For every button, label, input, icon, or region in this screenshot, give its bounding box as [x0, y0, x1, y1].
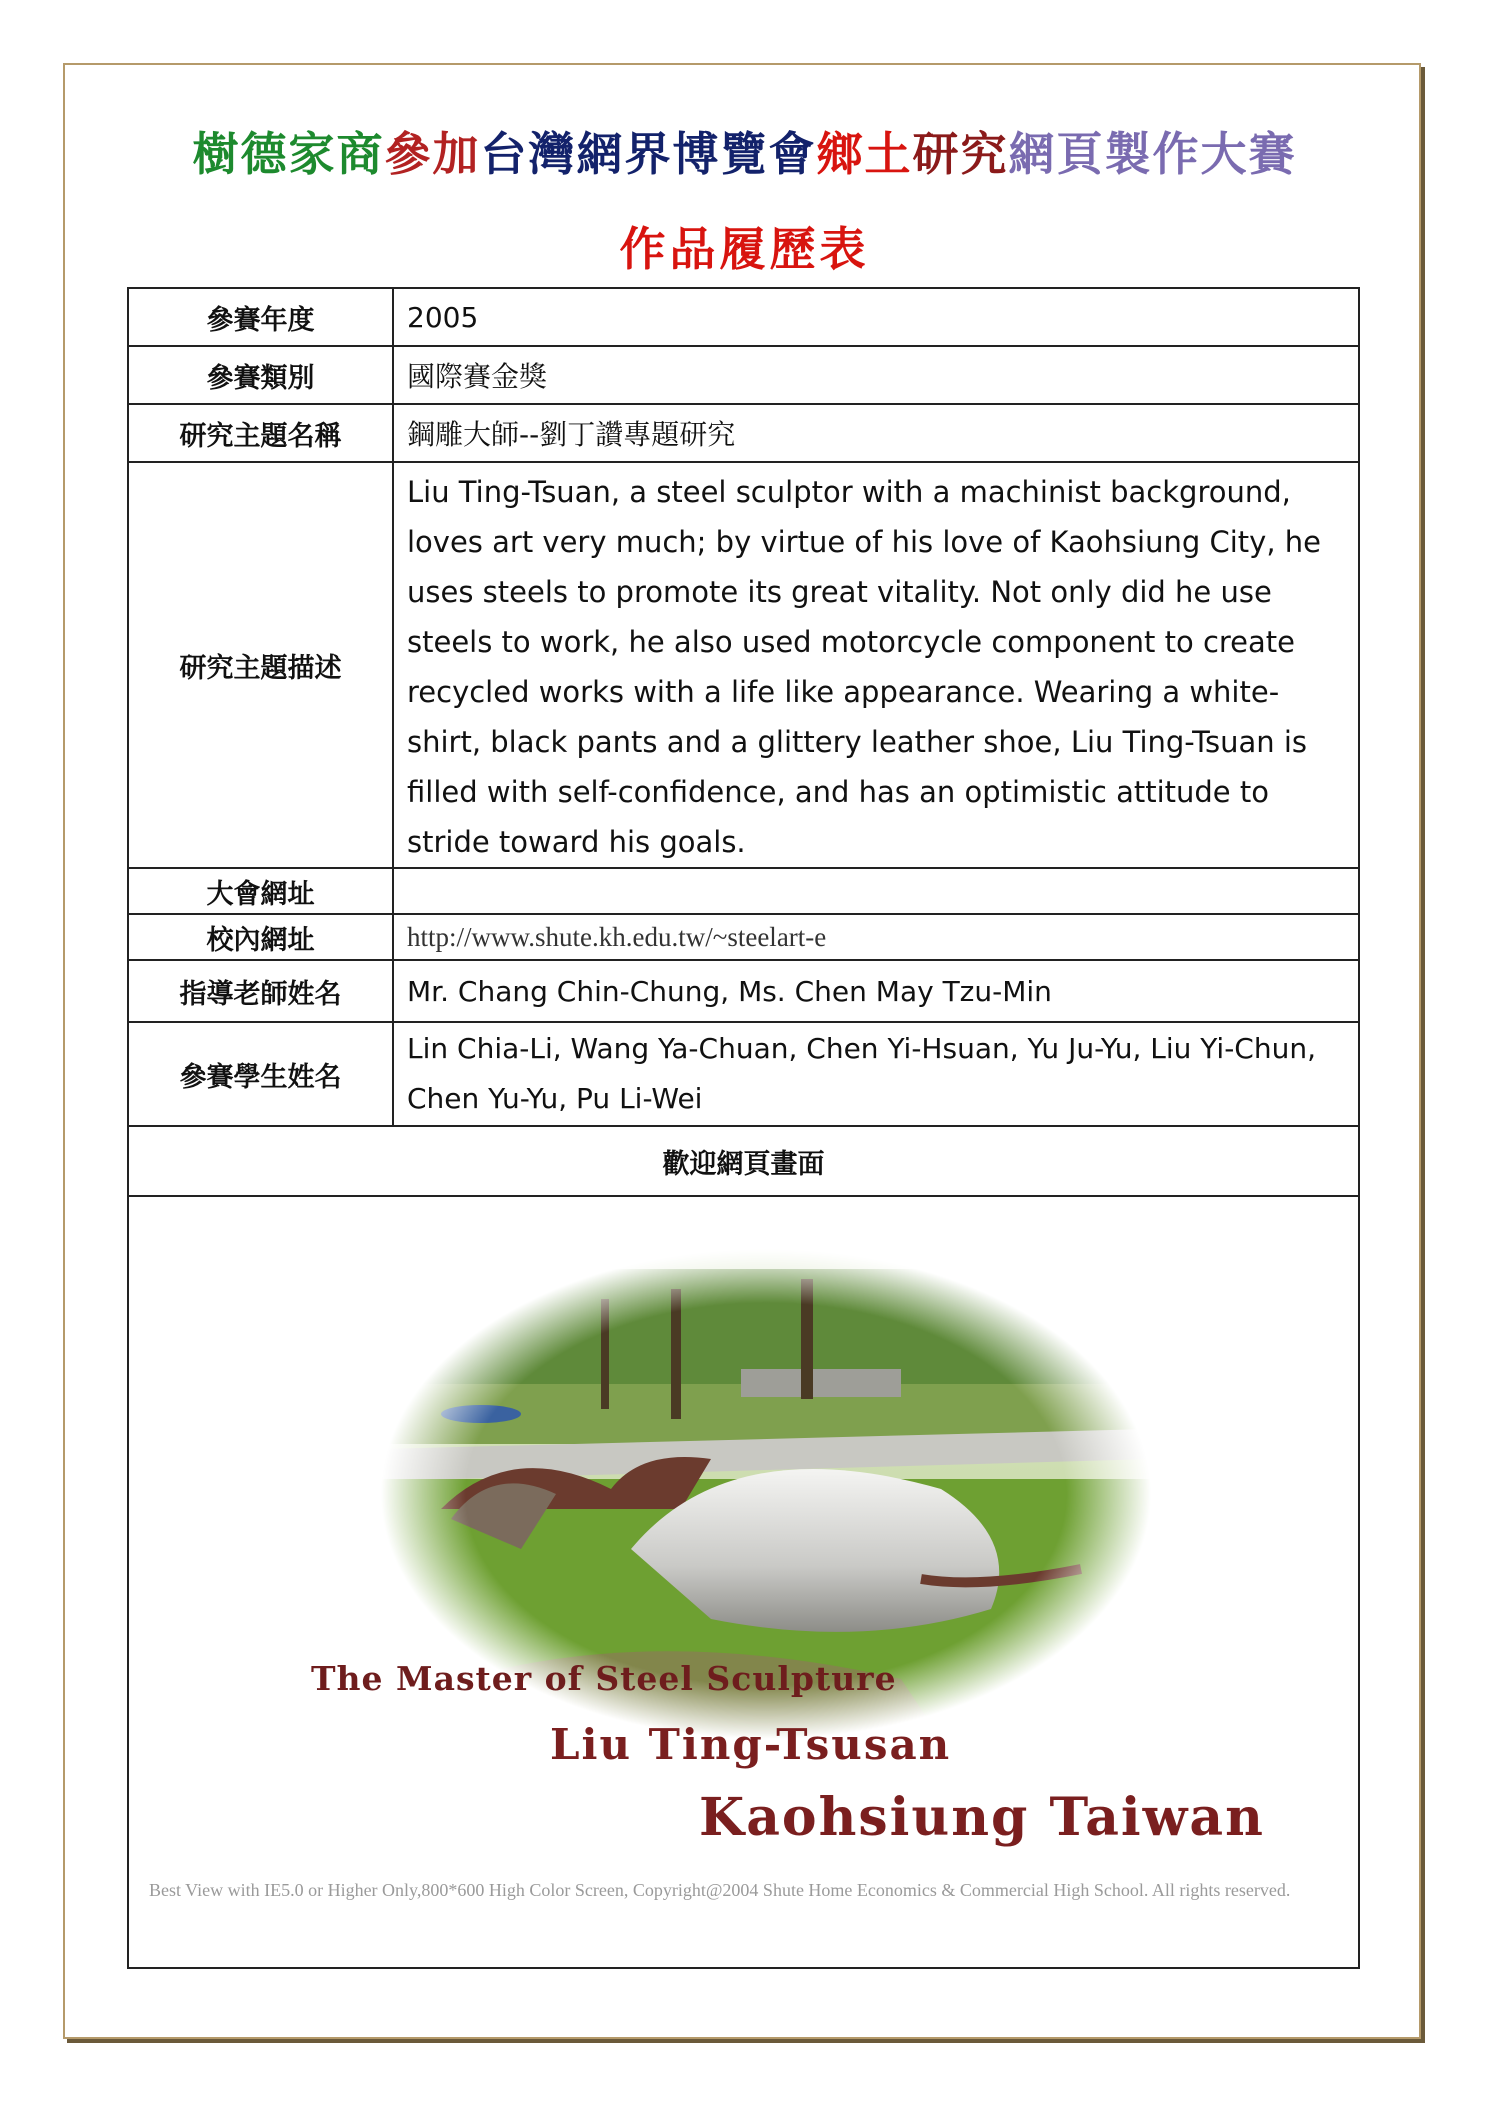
school-url-label: 校內網址 [128, 914, 393, 960]
teacher-value: Mr. Chang Chin-Chung, Ms. Chen May Tzu-Min [393, 960, 1359, 1022]
year-label: 參賽年度 [128, 288, 393, 346]
table-row [128, 1196, 1359, 1968]
teacher-label: 指導老師姓名 [128, 960, 393, 1022]
table-row [128, 868, 1359, 914]
table-row [128, 1022, 1359, 1126]
title-segment: 樹德家商 [192, 127, 385, 181]
description-value: Liu Ting-Tsuan, a steel sculptor with a machinist background, loves art very much; by virtue of his love of Kaohsiung City, he uses steels to promote its great vitality. Not only did he use steels to work, he also used motorcycle component to create recycled works with a life like appearance. Wearing a white-shirt, black pants and a glittery leather shoe, Liu Ting-Tsuan is filled with self-confidence, and has an optimistic attitude to stride toward his goals. [393, 462, 1359, 868]
banner-line-3: Kaohsiung Taiwan [699, 1787, 1265, 1848]
category-label: 參賽類別 [128, 346, 393, 404]
table-row [128, 462, 1359, 868]
table-row [128, 1126, 1359, 1196]
table-row [128, 288, 1359, 346]
welcome-caption: 歡迎網頁畫面 [128, 1126, 1359, 1196]
students-value: Lin Chia-Li, Wang Ya-Chuan, Chen Yi-Hsuan, Yu Ju-Yu, Liu Yi-Chun, Chen Yu-Yu, Pu Li-Wei [393, 1022, 1359, 1126]
document-subtitle: 作品履歷表 [619, 222, 870, 276]
table-row [128, 960, 1359, 1022]
table-row [128, 914, 1359, 960]
topic-label: 研究主題名稱 [128, 404, 393, 462]
table-row [128, 404, 1359, 462]
title-segment: 研究 [912, 127, 1009, 181]
table-row [128, 346, 1359, 404]
banner-line-2: Liu Ting-Tsusan [550, 1720, 952, 1769]
record-table [127, 287, 1360, 1969]
event-url-label: 大會網址 [128, 868, 393, 914]
event-url-value[interactable] [393, 868, 1359, 914]
copyright-notice: Best View with IE5.0 or Higher Only,800*600 High Color Screen, Copyright@2004 Shute Home Economics & Commercial High School. All rights reserved. [149, 1880, 1291, 1900]
year-value: 2005 [393, 288, 1359, 346]
category-value: 國際賽金獎 [393, 346, 1359, 404]
topic-value: 鋼雕大師--劉丁讚專題研究 [393, 404, 1359, 462]
students-label: 參賽學生姓名 [128, 1022, 393, 1126]
school-url-link[interactable]: http://www.shute.kh.edu.tw/~steelart-e [393, 914, 1359, 960]
title-segment: 參加 [384, 127, 481, 181]
banner-line-1: The Master of Steel Sculpture [311, 1659, 897, 1698]
welcome-screenshot [129, 1197, 1358, 1967]
welcome-screenshot-cell [128, 1196, 1359, 1968]
description-label: 研究主題描述 [128, 462, 393, 868]
document-title [0, 118, 1489, 184]
title-segment: 鄉土 [816, 127, 913, 181]
title-segment: 台灣網界博覽會 [480, 127, 817, 181]
title-segment: 網頁製作大賽 [1008, 127, 1297, 181]
